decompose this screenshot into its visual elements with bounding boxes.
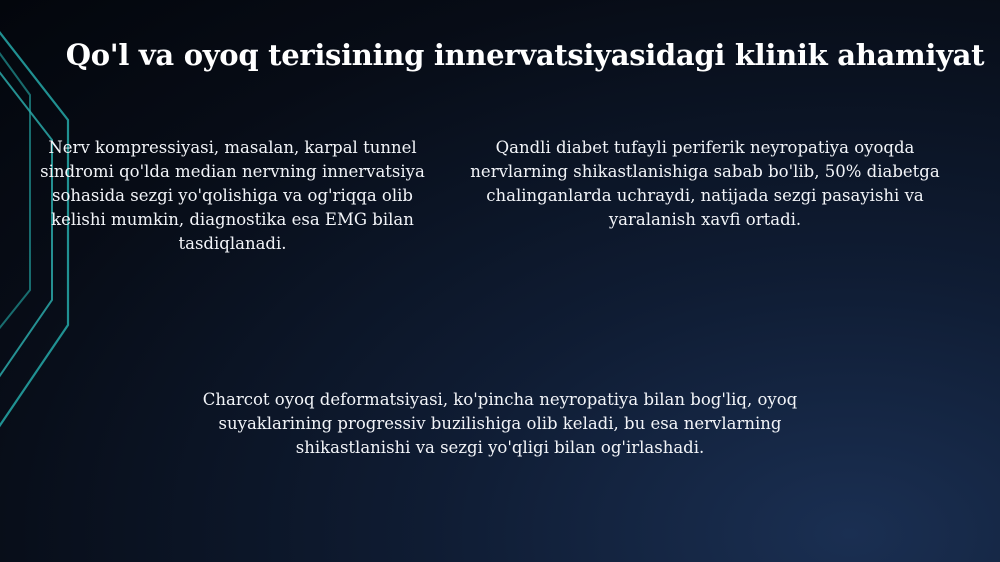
decorative-line-1 [0, 40, 30, 340]
paragraph-nerve-compression: Nerv kompressiyasi, masalan, karpal tunnel sindromi qo'lda median nervning innervatsiya sohasida sezgi yo'qolishiga va og'riqqa olib kelishi mumkin, diagnostika esa EMG bilan tasdiqlanadi. [40, 138, 425, 253]
paragraph-charcot-foot: Charcot oyoq deformatsiyasi, ko'pincha neyropatiya bilan bog'liq, oyoq suyaklarining progressiv buzilishiga olib keladi, bu esa nervlarning shikastlanishi va sezgi yo'qligi bilan og'irlashadi. [202, 390, 798, 457]
paragraph-diabetic-neuropathy: Qandli diabet tufayli periferik neyropatiya oyoqda nervlarning shikastlanishiga sabab bo'lib, 50% diabetga chalinganlarda uchraydi, natijada sezgi pasayishi va yaralanish xavfi ortadi. [470, 138, 940, 229]
slide-title: Qo'l va oyoq terisining innervatsiyasidagi klinik ahamiyat [65, 38, 985, 72]
decorative-lines [0, 0, 120, 562]
